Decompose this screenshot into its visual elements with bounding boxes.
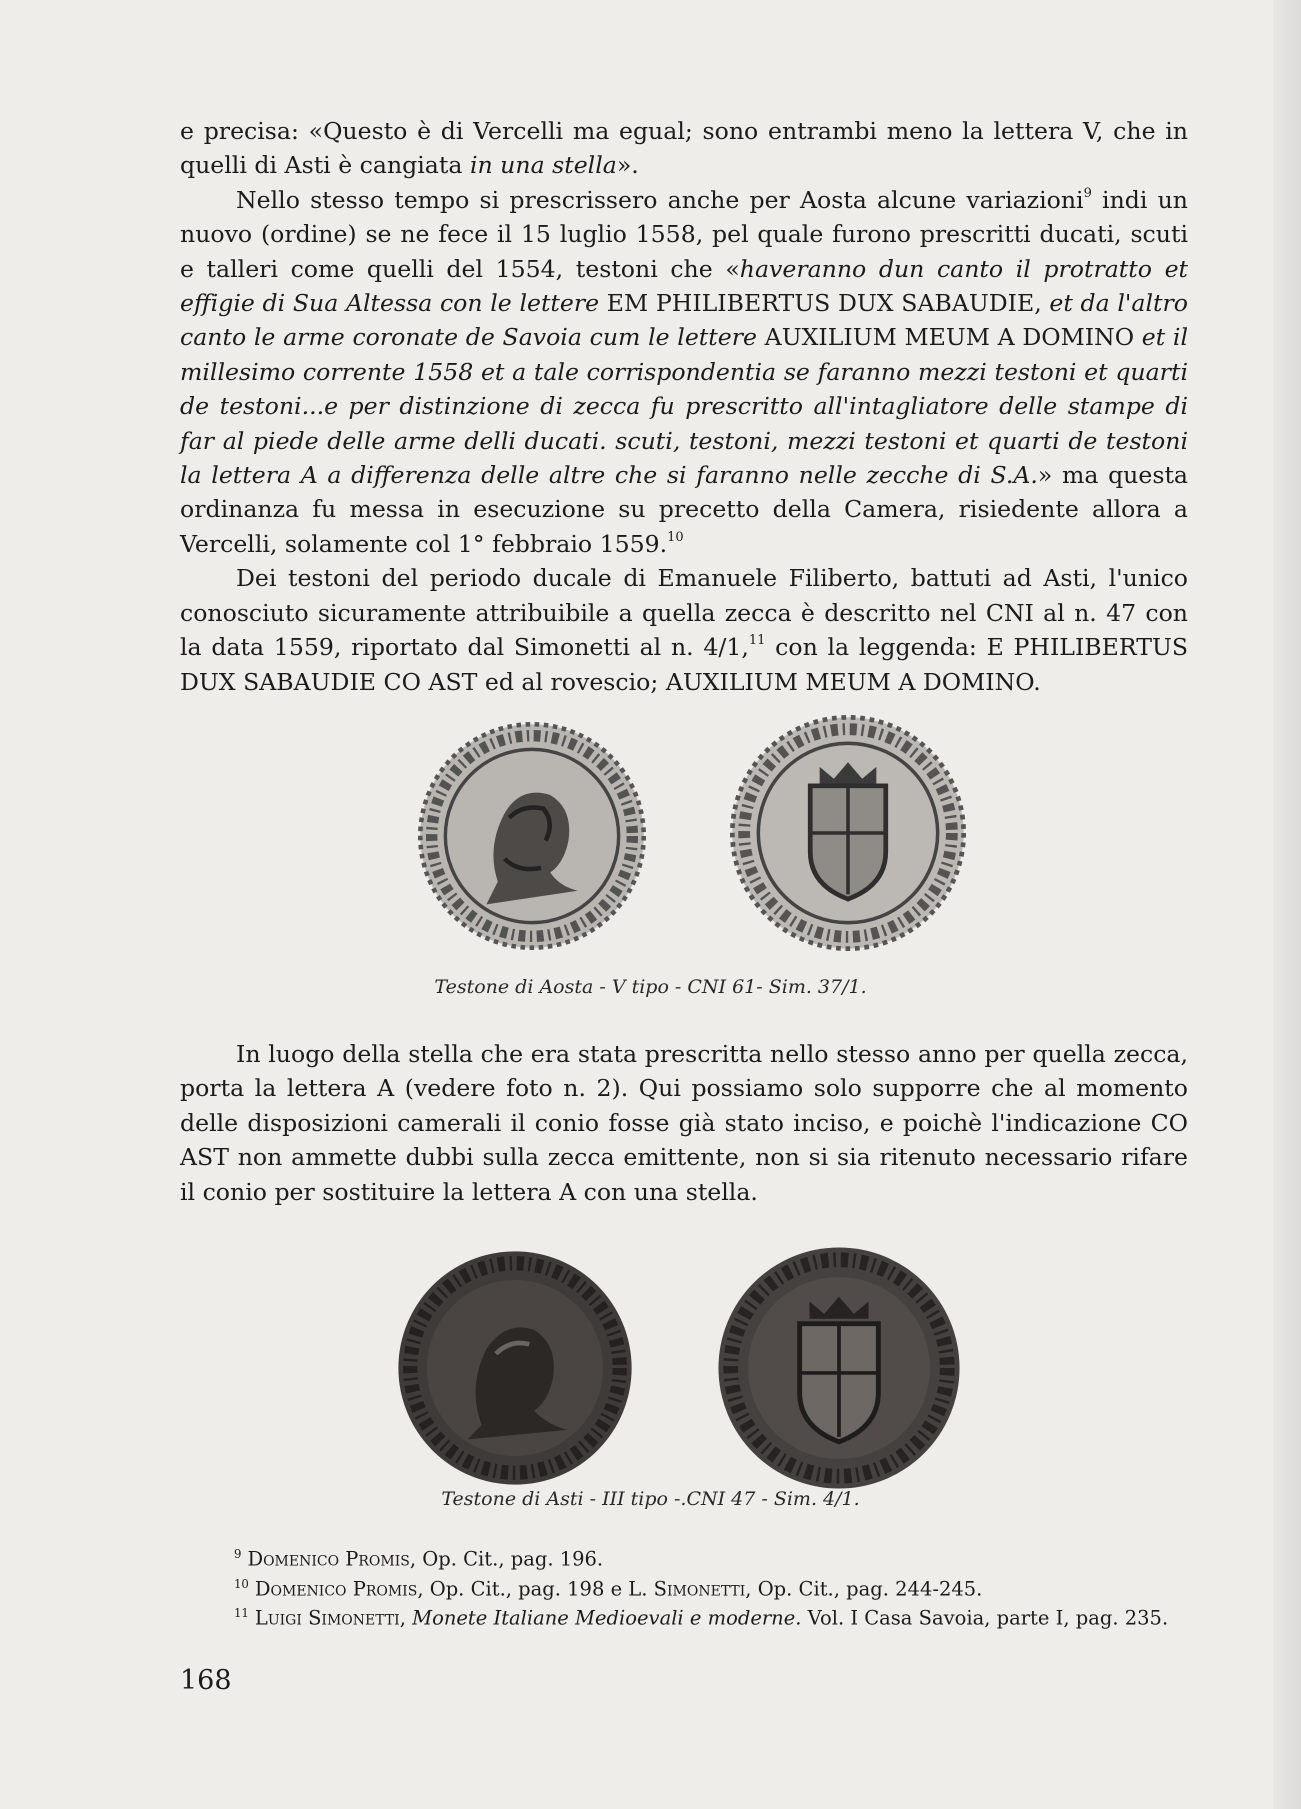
page-number: 168 (180, 1665, 232, 1696)
main-text-top (180, 114, 1188, 699)
page-edge (1273, 0, 1301, 1809)
coin-aosta-obverse-image (418, 722, 646, 950)
coin-aosta-reverse-image (730, 715, 966, 951)
figure-2-caption: Testone di Asti - III tipo -.CNI 47 - Sim. 4/1. (441, 1488, 860, 1510)
footnote-ref-11[interactable]: 11 (748, 633, 766, 649)
footnote-9: $^9$ Domenico Promis, Op. Cit., pag. 196. (234, 1547, 604, 1571)
footnotes (234, 1542, 1194, 1631)
footnote-10: $^{10}$ Domenico Promis, Op. Cit., pag. 198 e L. Simonetti, Op. Cit., pag. 244-245. (234, 1576, 983, 1601)
paragraph-3: Dei testoni del periodo ducale di Emanuele Filiberto, battuti ad Asti, l'unico conosciuto sicuramente attribuibile a quella zecca è descritto nel CNI al n. 47 con la data 1559, riportato dal Simonetti al n. 4/1,11 con la leggenda: E PHILIBERTUS DUX SABAUDIE CO AST ed al rovescio; AUXILIUM MEUM A DOMINO. (180, 564, 1188, 696)
coin-asti-obverse-image (396, 1249, 634, 1487)
footnote-ref-9[interactable]: 9 (1083, 185, 1092, 201)
coin-asti-reverse-image (716, 1244, 962, 1492)
footnote-11: $^{11}$ Luigi Simonetti, Monete Italiane Medioevali e moderne. Vol. I Casa Savoia, parte I, pag. 235. (234, 1606, 1169, 1630)
figure-1-caption: Testone di Aosta - V tipo - CNI 61- Sim. 37/1. (434, 976, 867, 998)
paragraph-1: e precisa: «Questo è di Vercelli ma egual; sono entrambi meno la lettera V, che in quelli di Asti è cangiata in una stella». (180, 117, 1188, 180)
main-text-middle (180, 1037, 1188, 1209)
paragraph-4: In luogo della stella che era stata prescritta nello stesso anno per quella zecca, porta la lettera A (vedere foto n. 2). Qui possiamo solo supporre che al momento delle disposizioni camerali il conio fosse già stato inciso, e poichè l'indicazione CO AST non ammette dubbi sulla zecca emittente, non si sia ritenuto necessario rifare il conio per sostituire la lettera A con una stella. (180, 1040, 1188, 1206)
footnote-ref-10[interactable]: 10 (667, 529, 684, 545)
paragraph-2: Nello stesso tempo si prescrissero anche per Aosta alcune variazioni$^9$ indi un nuovo (ordine) se ne fece il 15 luglio 1558, pel quale furono prescritti ducati, scuti e talleri come quelli del 1554, testoni che «haveranno dun canto il protratto et effigie di Sua Altessa con le lettere EM PHILIBERTUS DUX SABAUDIE, et da l'altro canto le arme coronate de Savoia cum le lettere AUXILIUM MEUM A DOMINO et il millesimo corrente 1558 et a tale corrispondentia se faranno mezzi testoni et quarti de testoni...e per distinzione di zecca fu prescritto all'intagliatore delle stampe di far al piede delle arme delli ducati. scuti, testoni, mezzi testoni et quarti de testoni la lettera A a differenza delle altre che si faranno nelle zecche di S.A.» ma questa ordinanza fu messa in esecuzione su precetto della Camera, risiedente allora a Vercelli, solamente col 1° febbraio 1559.10 (180, 185, 1189, 558)
